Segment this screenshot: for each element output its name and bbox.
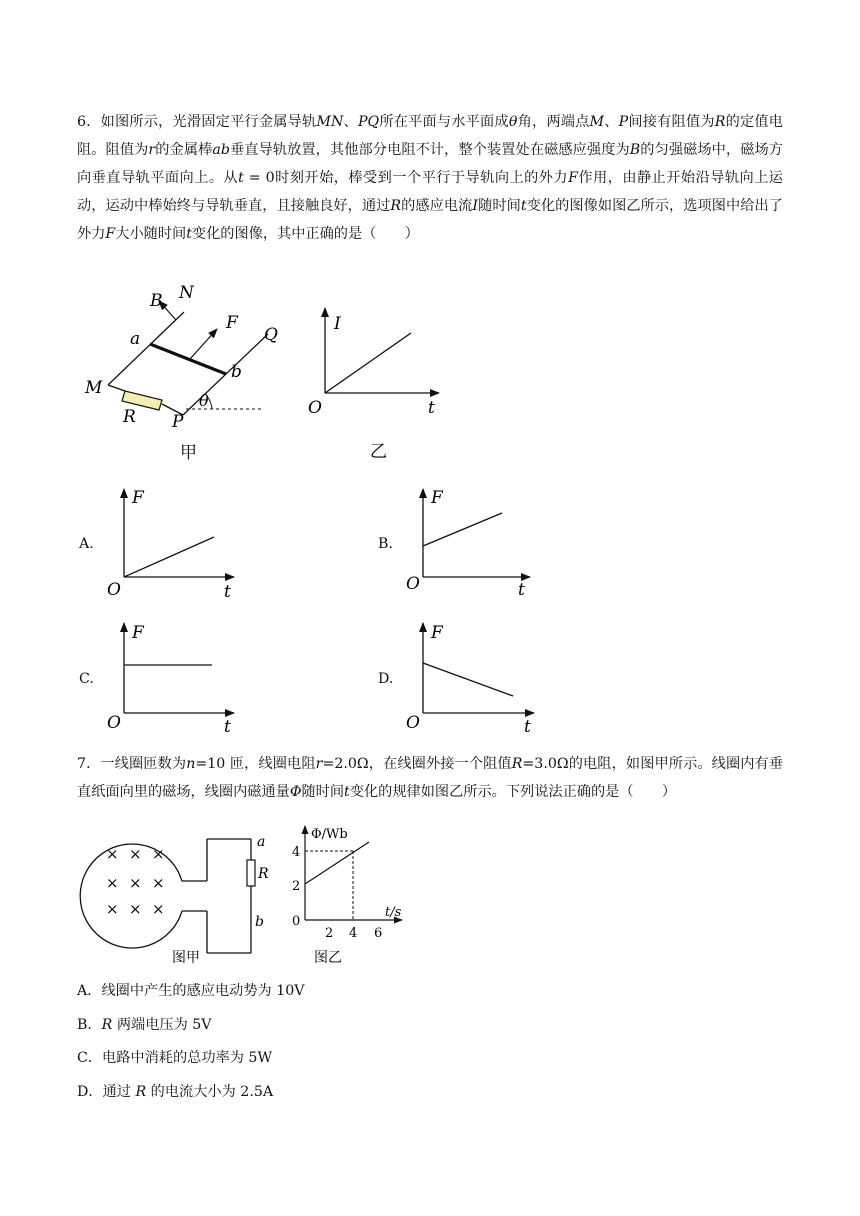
x-label: t	[428, 398, 435, 418]
option-d-line	[423, 663, 513, 696]
q7-option-b[interactable]: B．R 两端电压为 5V	[77, 1017, 212, 1033]
q6-fig-yi	[300, 300, 450, 467]
y-label: Φ/Wb	[311, 827, 348, 842]
fig-yi-caption: 图乙	[314, 950, 342, 966]
resistor-r	[247, 860, 255, 886]
x-label: t/s	[385, 905, 402, 920]
x-tick: 2	[325, 926, 334, 941]
option-a-line	[124, 537, 214, 577]
label-f: F	[226, 313, 238, 333]
cross-mark: ×	[129, 845, 142, 863]
label-q: Q	[264, 325, 278, 345]
svg-text:F: F	[431, 488, 443, 508]
cross-mark: ×	[152, 845, 165, 863]
label-theta: θ	[199, 391, 209, 410]
q7-option-a[interactable]: A．线圈中产生的感应电动势为 10V	[77, 983, 305, 999]
svg-text:t: t	[224, 717, 231, 736]
label-r: R	[258, 866, 269, 882]
label-r: R	[123, 407, 136, 427]
label-n: N	[179, 283, 194, 303]
phi-t-line	[305, 842, 369, 884]
fig-jia-caption: 图甲	[172, 950, 200, 966]
svg-text:F: F	[132, 623, 144, 643]
label-p: P	[172, 412, 184, 432]
label-m: M	[85, 378, 103, 398]
cross-mark: ×	[106, 845, 119, 863]
y-tick: 0	[292, 914, 301, 929]
q6-stem: 6．如图所示，光滑固定平行金属导轨MN、PQ所在平面与水平面成θ角，两端点M、P间接有阻值为R的定值电阻。阻值为r的金属棒ab垂直导轨放置，其他部分电阻不计，整个装置处在磁感应强度为B的匀强磁场中，磁场方向垂直导轨平面向上。从t = 0时刻开始，棒受到一个平行于导轨向上的外力F作用，由静止开始沿导轨向上运动，运动中棒始终与导轨垂直，且接触良好，通过R的感应电流I随时间t变化的图像如图乙所示，选项图中给出了外力F大小随时间t变化的图像，其中正确的是（ ）	[77, 114, 783, 242]
option-b-line	[423, 513, 502, 546]
svg-text:O: O	[406, 574, 420, 594]
q7-fig-jia	[78, 826, 278, 968]
fig-jia-caption: 甲	[180, 443, 197, 463]
option-c-graph	[100, 618, 250, 736]
svg-text:t: t	[524, 717, 531, 736]
q6-number: 6．	[77, 114, 101, 130]
cross-mark: ×	[106, 900, 119, 918]
label-a: a	[257, 834, 266, 850]
svg-text:F: F	[132, 488, 144, 508]
i-t-line	[325, 333, 411, 393]
option-d-graph	[400, 618, 550, 736]
x-tick: 4	[349, 926, 358, 941]
q7-stem: 7．一线圈匝数为n=10 匝，线圈电阻r=2.0Ω，在线圈外接一个阻值R=3.0Ω的电阻，如图甲所示。线圈内有垂直纸面向里的磁场，线圈内磁通量Φ随时间t变化的规律如图乙所示。下列说法正确的是（ ）	[77, 756, 784, 800]
svg-text:O: O	[107, 580, 121, 600]
option-a-label[interactable]: A.	[79, 536, 94, 552]
label-b-field: B	[150, 291, 163, 311]
cross-mark: ×	[129, 900, 142, 918]
svg-text:O: O	[107, 713, 121, 733]
rail-mn	[108, 312, 184, 385]
svg-text:O: O	[406, 713, 420, 733]
option-c-label[interactable]: C.	[79, 671, 94, 687]
cross-mark: ×	[106, 874, 119, 892]
y-tick: 2	[292, 879, 301, 894]
cross-mark: ×	[152, 874, 165, 892]
f-arrow	[190, 329, 217, 359]
svg-text:t: t	[518, 580, 525, 600]
option-b-graph	[400, 484, 550, 602]
cross-mark: ×	[129, 874, 142, 892]
label-a: a	[130, 329, 141, 349]
q7-option-c[interactable]: C．电路中消耗的总功率为 5W	[77, 1050, 273, 1066]
q6-fig-jia	[78, 282, 278, 467]
label-b: b	[231, 362, 242, 382]
origin-label: O	[308, 398, 322, 418]
option-b-label[interactable]: B.	[378, 536, 393, 552]
magnetic-field-crosses	[106, 845, 165, 918]
q7-option-d[interactable]: D．通过 R 的电流大小为 2.5A	[77, 1084, 274, 1100]
svg-text:t: t	[224, 582, 231, 602]
x-tick: 6	[374, 926, 383, 941]
y-label: I	[334, 314, 341, 334]
metal-bar-ab	[150, 344, 226, 374]
svg-text:F: F	[431, 623, 443, 643]
y-tick: 4	[292, 845, 301, 860]
fig-yi-caption: 乙	[370, 442, 387, 462]
q7-fig-yi	[286, 820, 410, 968]
option-a-graph	[100, 484, 250, 602]
cross-mark: ×	[152, 900, 165, 918]
label-b: b	[255, 914, 264, 930]
option-d-label[interactable]: D.	[378, 671, 394, 687]
